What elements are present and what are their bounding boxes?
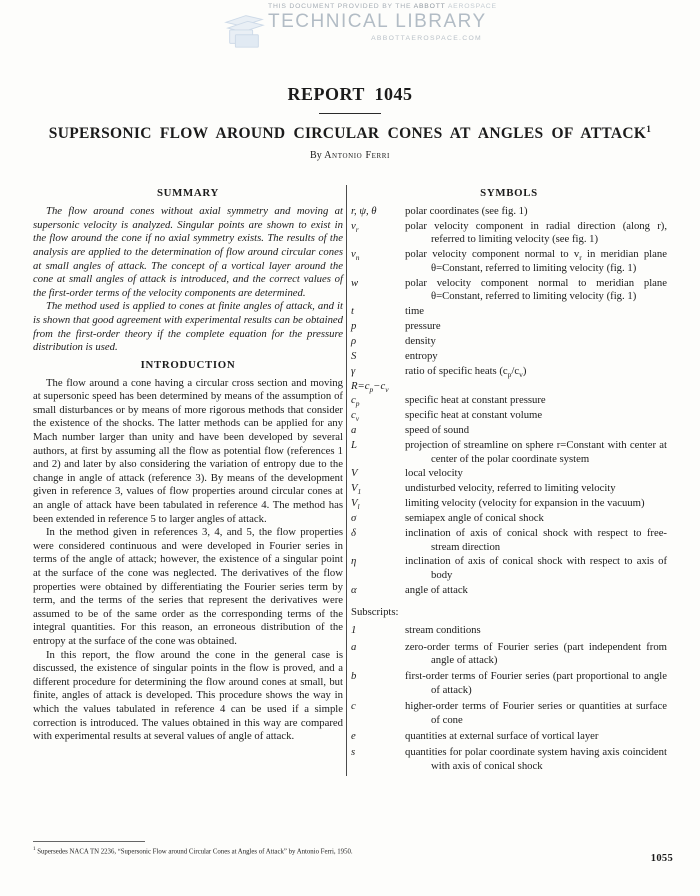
subscript-definition: quantities at external surface of vortical layer — [405, 729, 599, 742]
symbol-definition: local velocity — [405, 467, 463, 480]
symbol-row — [351, 555, 667, 582]
symbol-term: $V_l$ — [351, 497, 360, 512]
subscript-letter: 1 — [351, 624, 357, 637]
title-rule — [319, 113, 381, 114]
symbol-term: $R=c_p-c_v$ — [351, 379, 389, 394]
introduction-paragraph: In this report, the flow around the cone in the general case is discussed, the existence of singular points in the flow is proved, and a different procedure for determining the flow around cones at small, but finite, angles of attack is developed. This procedure shows the way in which the values tabulated in reference 4 can be used if a simple correction is introduced. The values obtained in this way are compared with experimental results at several values of angle of attack. — [33, 648, 343, 743]
watermark-text — [268, 3, 497, 42]
symbol-term: $v_r$ — [351, 220, 359, 235]
symbol-term: σ — [351, 512, 357, 525]
subscript-definition: zero-order terms of Fourier series (part independent from angle of attack) — [405, 640, 667, 666]
symbol-term: L — [351, 439, 357, 452]
watermark — [220, 3, 497, 51]
subscript-letter: b — [351, 670, 357, 683]
footnote — [33, 845, 473, 856]
symbol-definition: density — [405, 334, 436, 347]
symbol-definition: ratio of specific heats $(c_p/c_v)$ — [405, 364, 527, 379]
symbol-term: $c_v$ — [351, 409, 360, 424]
symbol-row — [351, 394, 667, 407]
symbol-row — [351, 277, 667, 304]
page-number: 1055 — [650, 853, 673, 864]
symbol-term: a — [351, 424, 357, 437]
right-column — [351, 183, 667, 776]
report-number: REPORT 1045 — [287, 84, 413, 104]
symbol-term: α — [351, 583, 357, 596]
symbol-definition: time — [405, 305, 424, 317]
symbol-row — [351, 497, 667, 510]
symbol-term: $V_1$ — [351, 482, 362, 497]
symbol-definition: speed of sound — [405, 424, 470, 437]
symbol-definition: entropy — [405, 349, 438, 362]
summary-paragraph: The flow around cones without axial symmetry and moving at supersonic velocity is analyzed. Singular points are shown to exist in the flow around the cone if no axial symmetry exists. The results of the analysis are applied to the determination of flow around circular cones at small angles of attack. The concept of a vortical layer around the cone at small angles of attack is introduced, and the correct values of the first-order terms of the velocity components are determined. — [33, 205, 343, 299]
subscript-definition: stream conditions — [405, 624, 481, 637]
subscripts-heading: Subscripts: — [351, 606, 399, 619]
subscript-letter: c — [351, 700, 356, 713]
symbol-row — [351, 248, 667, 275]
footnote-rule — [33, 841, 145, 842]
page-title-text: SUPERSONIC FLOW AROUND CIRCULAR CONES AT ANGLES OF ATTACK — [48, 125, 647, 143]
symbol-definition — [405, 380, 667, 393]
two-column-body — [0, 183, 700, 776]
watermark-brand-aerospace: AEROSPACE — [447, 3, 497, 10]
symbol-term: $v_n$ — [351, 248, 360, 263]
symbol-row — [351, 424, 667, 437]
introduction-paragraph: The flow around a cone having a circular cross section and moving at supersonic speed has been determined by means of the assumption of small disturbances or by means of more rigorous methods that consider the existence of the shocks. The latter methods can be applied for any Mach number larger than unity and have been developed by several authors, at first by assuming all the flow as potential flow (references 1 and 2) and later by also considering the variation of entropy due to the change in angle of attack (reference 3). By means of the development given in reference 3, values of flow properties around circular cones at an angle of attack have been tabulated in reference 4. The method has been extended in reference 5 to larger angles of attack. — [33, 376, 343, 525]
symbols-heading: SYMBOLS — [480, 187, 538, 200]
watermark-url: ABBOTTAEROSPACE.COM — [371, 35, 482, 42]
footnote-text: Supersedes NACA TN 2236, “Supersonic Flow around Circular Cones at Angles of Attack” by Antonio Ferri, 1950. — [37, 848, 353, 855]
symbol-row — [351, 320, 667, 333]
symbol-term: V — [351, 467, 358, 480]
symbol-row — [351, 439, 667, 466]
symbol-row — [351, 467, 667, 480]
summary-heading: SUMMARY — [156, 187, 220, 200]
symbol-definition: inclination of axis of conical shock with respect to free-stream direction — [405, 527, 667, 553]
symbol-definition: inclination of axis of conical shock with respect to axis of body — [405, 555, 667, 581]
watermark-title: TECHNICAL LIBRARY — [268, 11, 487, 32]
symbol-row — [351, 220, 667, 247]
symbol-row — [351, 305, 667, 318]
watermark-tagline — [268, 3, 497, 10]
symbol-row — [351, 512, 667, 525]
symbol-definition: polar velocity component in radial direction (along r), referred to limiting velocity (see fig. 1) — [405, 220, 667, 246]
watermark-tagline-text: THIS DOCUMENT PROVIDED BY THE — [268, 3, 412, 10]
introduction-paragraph: In the method given in references 3, 4, and 5, the flow properties were considered continuous and were developed in Fourier series in terms of the angle of attack; however, the existence of a singular point at the surface of the cone was neglected. The derivatives of the flow properties were obtained by differentiating the Fourier series term by term, and the terms of the series that represent the derivatives were assumed to be of the same order as the corresponding terms of the integral quantities. For this reason, an erroneous distribution of the entropy at the surface of the cone was obtained. — [33, 526, 343, 647]
symbol-row — [351, 350, 667, 363]
symbol-row — [351, 584, 667, 597]
subscript-row — [351, 730, 667, 743]
byline — [0, 150, 700, 161]
symbol-row — [351, 335, 667, 348]
symbol-row — [351, 380, 667, 393]
subscript-letter: s — [351, 746, 356, 759]
symbol-term: r, ψ, θ — [351, 205, 377, 218]
subscript-letter: a — [351, 640, 357, 653]
symbol-term: ρ — [351, 334, 357, 347]
subscript-definition: first-order terms of Fourier series (part proportional to angle of attack) — [405, 670, 667, 696]
symbol-definition: specific heat at constant volume — [405, 409, 543, 422]
symbol-definition: projection of streamline on sphere r=Constant with center at center of the polar coordinate system — [405, 439, 667, 465]
symbol-term: $c_p$ — [351, 394, 360, 409]
author-name: Antonio Ferri — [324, 150, 390, 162]
symbol-term: γ — [351, 364, 356, 377]
symbol-term: p — [351, 319, 357, 332]
subscript-definition: higher-order terms of Fourier series or quantities at surface of cone — [405, 700, 667, 726]
symbol-definition: polar velocity component normal to $v_r$ in meridian plane θ=Constant, referred to limiting velocity (fig. 1) — [405, 248, 667, 274]
footnote-marker: 1 — [33, 845, 36, 852]
symbol-definition: pressure — [405, 319, 441, 332]
symbol-term: w — [351, 276, 359, 289]
symbol-definition: angle of attack — [405, 583, 468, 596]
technical-library-logo-icon — [220, 7, 268, 51]
symbol-term: t — [351, 305, 354, 317]
symbol-row — [351, 527, 667, 554]
subscript-letter: e — [351, 729, 356, 742]
summary-paragraph: The method used is applied to cones at finite angles of attack, and it is shown that good agreement with experimental results can be obtained from the first-order theory if the complete equation for the pressure distribution is used. — [33, 300, 343, 354]
subscript-row — [351, 624, 667, 637]
symbol-row — [351, 365, 667, 378]
symbol-definition: semiapex angle of conical shock — [405, 512, 544, 525]
symbol-definition: polar coordinates (see fig. 1) — [405, 205, 528, 218]
symbol-term: δ — [351, 527, 356, 540]
subscript-row — [351, 746, 667, 773]
introduction-heading: INTRODUCTION — [140, 358, 236, 371]
subscript-row — [351, 700, 667, 727]
symbol-term: η — [351, 555, 357, 568]
page-title — [0, 125, 700, 143]
title-footnote-marker: 1 — [646, 125, 652, 135]
symbol-definition: polar velocity component normal to meridian plane θ=Constant, referred to limiting velocity (fig. 1) — [405, 276, 667, 303]
byline-prefix: By — [310, 150, 322, 162]
subscript-row — [351, 670, 667, 697]
symbol-term: S — [351, 349, 357, 362]
symbol-definition: specific heat at constant pressure — [405, 394, 546, 407]
subscript-definition: quantities for polar coordinate system having axis coincident with axis of conical shock — [405, 746, 667, 772]
symbol-row — [351, 409, 667, 422]
subscript-row — [351, 641, 667, 668]
left-column — [33, 183, 343, 776]
symbol-definition: undisturbed velocity, referred to limiting velocity — [405, 482, 616, 495]
symbol-row — [351, 482, 667, 495]
symbol-row — [351, 205, 667, 218]
symbol-definition: limiting velocity (velocity for expansion in the vacuum) — [405, 497, 645, 510]
column-divider-rule — [346, 185, 347, 776]
watermark-brand-abbott: ABBOTT — [413, 3, 446, 10]
